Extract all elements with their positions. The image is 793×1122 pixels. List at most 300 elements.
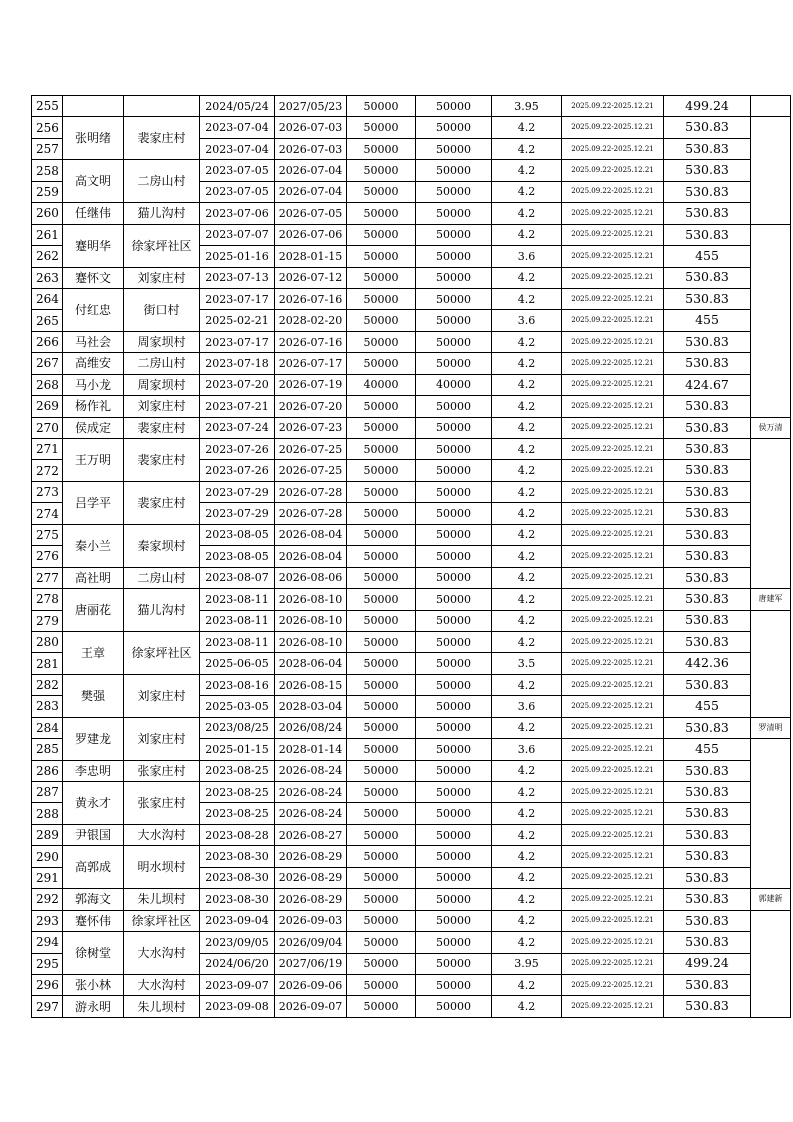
interest-amount-cell: 530.83 <box>664 396 751 417</box>
borrower-name-cell: 王万明 <box>63 439 124 482</box>
start-date-cell: 2023-07-04 <box>200 117 275 138</box>
village-cell: 明水坝村 <box>124 846 200 889</box>
loan-amount-cell: 50000 <box>347 203 416 224</box>
balance-amount-cell: 50000 <box>416 932 492 953</box>
balance-amount-cell: 50000 <box>416 246 492 267</box>
loan-amount-cell: 50000 <box>347 396 416 417</box>
borrower-name-cell: 马社会 <box>63 331 124 352</box>
row-number-cell: 291 <box>32 867 63 888</box>
borrower-name-cell: 蹇明华 <box>63 224 124 267</box>
end-date-cell: 2026-08-10 <box>275 610 347 631</box>
interest-amount-cell: 455 <box>664 246 751 267</box>
village-cell: 大水沟村 <box>124 932 200 975</box>
balance-amount-cell: 50000 <box>416 546 492 567</box>
interest-amount-cell: 530.83 <box>664 631 751 652</box>
loan-amount-cell: 50000 <box>347 824 416 845</box>
village-cell: 徐家坪社区 <box>124 224 200 267</box>
end-date-cell: 2026-07-23 <box>275 417 347 438</box>
start-date-cell: 2023-08-25 <box>200 782 275 803</box>
loan-amount-cell: 50000 <box>347 160 416 181</box>
note-cell: 侯万清 <box>751 417 791 438</box>
end-date-cell: 2026-07-12 <box>275 267 347 288</box>
row-number-cell: 259 <box>32 181 63 202</box>
interest-period-cell: 2025.09.22-2025.12.21 <box>562 96 664 117</box>
balance-amount-cell: 50000 <box>416 996 492 1017</box>
table-row <box>32 932 791 953</box>
end-date-cell: 2026-08-24 <box>275 803 347 824</box>
balance-amount-cell: 50000 <box>416 782 492 803</box>
start-date-cell: 2025-01-15 <box>200 739 275 760</box>
village-cell: 张家庄村 <box>124 760 200 781</box>
balance-amount-cell: 50000 <box>416 524 492 545</box>
loan-amount-cell: 50000 <box>347 867 416 888</box>
interest-rate-cell: 4.2 <box>492 396 562 417</box>
row-number-cell: 258 <box>32 160 63 181</box>
table-row <box>32 717 791 738</box>
balance-amount-cell: 50000 <box>416 824 492 845</box>
interest-rate-cell: 4.2 <box>492 674 562 695</box>
loan-amount-cell: 50000 <box>347 953 416 974</box>
row-number-cell: 270 <box>32 417 63 438</box>
start-date-cell: 2025-02-21 <box>200 310 275 331</box>
row-number-cell: 262 <box>32 246 63 267</box>
table-row <box>32 396 791 417</box>
row-number-cell: 268 <box>32 374 63 395</box>
interest-period-cell: 2025.09.22-2025.12.21 <box>562 760 664 781</box>
interest-period-cell: 2025.09.22-2025.12.21 <box>562 224 664 245</box>
borrower-name-cell: 马小龙 <box>63 374 124 395</box>
balance-amount-cell: 50000 <box>416 503 492 524</box>
table-row <box>32 481 791 502</box>
end-date-cell: 2026-07-25 <box>275 460 347 481</box>
balance-amount-cell: 50000 <box>416 653 492 674</box>
table-row <box>32 224 791 245</box>
loan-amount-cell: 50000 <box>347 610 416 631</box>
row-number-cell: 283 <box>32 696 63 717</box>
end-date-cell: 2026-08-10 <box>275 631 347 652</box>
village-cell: 裴家庄村 <box>124 117 200 160</box>
interest-rate-cell: 4.2 <box>492 567 562 588</box>
end-date-cell: 2026-08-29 <box>275 846 347 867</box>
row-number-cell: 289 <box>32 824 63 845</box>
end-date-cell: 2027/06/19 <box>275 953 347 974</box>
end-date-cell: 2026-07-04 <box>275 181 347 202</box>
borrower-name-cell: 付红忠 <box>63 288 124 331</box>
borrower-name-cell: 黄永才 <box>63 782 124 825</box>
row-number-cell: 263 <box>32 267 63 288</box>
table-row <box>32 160 791 181</box>
borrower-name-cell: 张明绪 <box>63 117 124 160</box>
borrower-name-cell: 高郭成 <box>63 846 124 889</box>
interest-amount-cell: 530.83 <box>664 674 751 695</box>
end-date-cell: 2026-07-16 <box>275 288 347 309</box>
village-cell: 裴家庄村 <box>124 439 200 482</box>
interest-rate-cell: 4.2 <box>492 331 562 352</box>
balance-amount-cell: 50000 <box>416 953 492 974</box>
interest-period-cell: 2025.09.22-2025.12.21 <box>562 267 664 288</box>
start-date-cell: 2023-07-17 <box>200 331 275 352</box>
interest-rate-cell: 4.2 <box>492 589 562 610</box>
interest-rate-cell: 4.2 <box>492 889 562 910</box>
interest-period-cell: 2025.09.22-2025.12.21 <box>562 717 664 738</box>
end-date-cell: 2026-09-07 <box>275 996 347 1017</box>
village-cell: 大水沟村 <box>124 974 200 995</box>
interest-rate-cell: 4.2 <box>492 503 562 524</box>
balance-amount-cell: 50000 <box>416 567 492 588</box>
end-date-cell: 2026-09-03 <box>275 910 347 931</box>
start-date-cell: 2023-08-30 <box>200 867 275 888</box>
loan-amount-cell: 50000 <box>347 589 416 610</box>
loan-amount-cell: 50000 <box>347 288 416 309</box>
row-number-cell: 294 <box>32 932 63 953</box>
row-number-cell: 271 <box>32 439 63 460</box>
end-date-cell: 2028-01-14 <box>275 739 347 760</box>
interest-rate-cell: 3.6 <box>492 739 562 760</box>
loan-amount-cell: 50000 <box>347 503 416 524</box>
interest-amount-cell: 530.83 <box>664 996 751 1017</box>
interest-period-cell: 2025.09.22-2025.12.21 <box>562 996 664 1017</box>
start-date-cell: 2023-08-11 <box>200 589 275 610</box>
interest-period-cell: 2025.09.22-2025.12.21 <box>562 353 664 374</box>
interest-rate-cell: 3.6 <box>492 310 562 331</box>
balance-amount-cell: 50000 <box>416 481 492 502</box>
loan-amount-cell: 50000 <box>347 974 416 995</box>
balance-amount-cell: 50000 <box>416 803 492 824</box>
table-body <box>32 96 791 1018</box>
interest-rate-cell: 4.2 <box>492 460 562 481</box>
row-number-cell: 297 <box>32 996 63 1017</box>
end-date-cell: 2026-08-04 <box>275 546 347 567</box>
end-date-cell: 2028-02-20 <box>275 310 347 331</box>
table-row <box>32 996 791 1017</box>
row-number-cell: 282 <box>32 674 63 695</box>
balance-amount-cell: 50000 <box>416 117 492 138</box>
table-row <box>32 782 791 803</box>
interest-period-cell: 2025.09.22-2025.12.21 <box>562 674 664 695</box>
loan-amount-cell: 50000 <box>347 331 416 352</box>
village-cell: 二房山村 <box>124 353 200 374</box>
interest-amount-cell: 530.83 <box>664 524 751 545</box>
end-date-cell: 2026-07-17 <box>275 353 347 374</box>
interest-amount-cell: 530.83 <box>664 546 751 567</box>
interest-period-cell: 2025.09.22-2025.12.21 <box>562 288 664 309</box>
balance-amount-cell: 50000 <box>416 739 492 760</box>
interest-rate-cell: 4.2 <box>492 803 562 824</box>
borrower-name-cell: 李忠明 <box>63 760 124 781</box>
end-date-cell: 2028-06-04 <box>275 653 347 674</box>
balance-amount-cell: 50000 <box>416 974 492 995</box>
end-date-cell: 2026-08-29 <box>275 867 347 888</box>
balance-amount-cell: 50000 <box>416 160 492 181</box>
start-date-cell: 2023/09/05 <box>200 932 275 953</box>
interest-period-cell: 2025.09.22-2025.12.21 <box>562 117 664 138</box>
end-date-cell: 2026-07-03 <box>275 117 347 138</box>
interest-period-cell: 2025.09.22-2025.12.21 <box>562 824 664 845</box>
interest-period-cell: 2025.09.22-2025.12.21 <box>562 589 664 610</box>
interest-period-cell: 2025.09.22-2025.12.21 <box>562 631 664 652</box>
interest-rate-cell: 4.2 <box>492 288 562 309</box>
loan-amount-cell: 50000 <box>347 803 416 824</box>
interest-period-cell: 2025.09.22-2025.12.21 <box>562 803 664 824</box>
note-cell <box>751 224 791 417</box>
interest-amount-cell: 455 <box>664 310 751 331</box>
village-cell: 大水沟村 <box>124 824 200 845</box>
interest-period-cell: 2025.09.22-2025.12.21 <box>562 932 664 953</box>
interest-amount-cell: 530.83 <box>664 460 751 481</box>
start-date-cell: 2023-08-25 <box>200 760 275 781</box>
interest-rate-cell: 3.95 <box>492 96 562 117</box>
interest-amount-cell: 530.83 <box>664 717 751 738</box>
loan-amount-cell: 50000 <box>347 739 416 760</box>
interest-rate-cell: 4.2 <box>492 932 562 953</box>
village-cell: 刘家庄村 <box>124 674 200 717</box>
interest-amount-cell: 530.83 <box>664 782 751 803</box>
village-cell: 周家坝村 <box>124 374 200 395</box>
row-number-cell: 269 <box>32 396 63 417</box>
interest-period-cell: 2025.09.22-2025.12.21 <box>562 953 664 974</box>
interest-amount-cell: 530.83 <box>664 824 751 845</box>
interest-period-cell: 2025.09.22-2025.12.21 <box>562 889 664 910</box>
borrower-name-cell: 高维安 <box>63 353 124 374</box>
start-date-cell: 2023-07-20 <box>200 374 275 395</box>
interest-rate-cell: 4.2 <box>492 610 562 631</box>
row-number-cell: 277 <box>32 567 63 588</box>
loan-amount-cell: 50000 <box>347 631 416 652</box>
village-cell: 朱儿坝村 <box>124 996 200 1017</box>
start-date-cell: 2023-07-05 <box>200 160 275 181</box>
balance-amount-cell: 50000 <box>416 417 492 438</box>
balance-amount-cell: 50000 <box>416 267 492 288</box>
loan-amount-cell: 50000 <box>347 760 416 781</box>
interest-amount-cell: 530.83 <box>664 288 751 309</box>
balance-amount-cell: 50000 <box>416 439 492 460</box>
village-cell: 二房山村 <box>124 567 200 588</box>
loan-amount-cell: 50000 <box>347 524 416 545</box>
borrower-name-cell: 张小林 <box>63 974 124 995</box>
village-cell: 猫儿沟村 <box>124 203 200 224</box>
loan-amount-cell: 50000 <box>347 353 416 374</box>
row-number-cell: 285 <box>32 739 63 760</box>
interest-period-cell: 2025.09.22-2025.12.21 <box>562 524 664 545</box>
note-cell: 郭建新 <box>751 889 791 910</box>
table-row <box>32 417 791 438</box>
interest-period-cell: 2025.09.22-2025.12.21 <box>562 696 664 717</box>
table-row <box>32 589 791 610</box>
loan-amount-cell: 50000 <box>347 246 416 267</box>
end-date-cell: 2026/09/04 <box>275 932 347 953</box>
interest-rate-cell: 3.5 <box>492 653 562 674</box>
borrower-name-cell: 樊强 <box>63 674 124 717</box>
balance-amount-cell: 50000 <box>416 589 492 610</box>
loan-amount-cell: 50000 <box>347 460 416 481</box>
borrower-name-cell <box>63 96 124 117</box>
interest-period-cell: 2025.09.22-2025.12.21 <box>562 138 664 159</box>
end-date-cell: 2026-08-29 <box>275 889 347 910</box>
village-cell: 裴家庄村 <box>124 481 200 524</box>
borrower-name-cell: 蹇怀伟 <box>63 910 124 931</box>
note-cell <box>751 739 791 889</box>
village-cell: 朱儿坝村 <box>124 889 200 910</box>
interest-period-cell: 2025.09.22-2025.12.21 <box>562 203 664 224</box>
interest-amount-cell: 530.83 <box>664 760 751 781</box>
village-cell: 徐家坪社区 <box>124 910 200 931</box>
row-number-cell: 279 <box>32 610 63 631</box>
start-date-cell: 2023/08/25 <box>200 717 275 738</box>
borrower-name-cell: 王章 <box>63 631 124 674</box>
loan-amount-cell: 50000 <box>347 653 416 674</box>
end-date-cell: 2026-07-04 <box>275 160 347 181</box>
end-date-cell: 2026-08-24 <box>275 782 347 803</box>
borrower-name-cell: 高文明 <box>63 160 124 203</box>
village-cell: 猫儿沟村 <box>124 589 200 632</box>
start-date-cell: 2023-07-18 <box>200 353 275 374</box>
interest-period-cell: 2025.09.22-2025.12.21 <box>562 246 664 267</box>
interest-amount-cell: 530.83 <box>664 224 751 245</box>
interest-amount-cell: 530.83 <box>664 417 751 438</box>
village-cell <box>124 96 200 117</box>
balance-amount-cell: 50000 <box>416 610 492 631</box>
interest-amount-cell: 530.83 <box>664 974 751 995</box>
interest-amount-cell: 499.24 <box>664 953 751 974</box>
interest-rate-cell: 4.2 <box>492 782 562 803</box>
interest-period-cell: 2025.09.22-2025.12.21 <box>562 439 664 460</box>
interest-period-cell: 2025.09.22-2025.12.21 <box>562 417 664 438</box>
row-number-cell: 257 <box>32 138 63 159</box>
interest-period-cell: 2025.09.22-2025.12.21 <box>562 503 664 524</box>
start-date-cell: 2024/05/24 <box>200 96 275 117</box>
table-row <box>32 96 791 117</box>
table-row <box>32 331 791 352</box>
end-date-cell: 2028-03-04 <box>275 696 347 717</box>
interest-amount-cell: 530.83 <box>664 481 751 502</box>
end-date-cell: 2026-07-06 <box>275 224 347 245</box>
interest-amount-cell: 530.83 <box>664 867 751 888</box>
start-date-cell: 2023-07-26 <box>200 439 275 460</box>
end-date-cell: 2026/08/24 <box>275 717 347 738</box>
row-number-cell: 265 <box>32 310 63 331</box>
row-number-cell: 295 <box>32 953 63 974</box>
balance-amount-cell: 50000 <box>416 889 492 910</box>
interest-rate-cell: 3.6 <box>492 696 562 717</box>
interest-period-cell: 2025.09.22-2025.12.21 <box>562 181 664 202</box>
end-date-cell: 2026-07-28 <box>275 503 347 524</box>
interest-rate-cell: 3.95 <box>492 953 562 974</box>
interest-rate-cell: 4.2 <box>492 417 562 438</box>
loan-amount-cell: 50000 <box>347 181 416 202</box>
village-cell: 二房山村 <box>124 160 200 203</box>
row-number-cell: 264 <box>32 288 63 309</box>
interest-period-cell: 2025.09.22-2025.12.21 <box>562 160 664 181</box>
interest-amount-cell: 530.83 <box>664 267 751 288</box>
row-number-cell: 274 <box>32 503 63 524</box>
balance-amount-cell: 50000 <box>416 910 492 931</box>
interest-rate-cell: 4.2 <box>492 267 562 288</box>
loan-amount-cell: 50000 <box>347 674 416 695</box>
balance-amount-cell: 50000 <box>416 288 492 309</box>
table-row <box>32 117 791 138</box>
start-date-cell: 2025-06-05 <box>200 653 275 674</box>
interest-period-cell: 2025.09.22-2025.12.21 <box>562 739 664 760</box>
interest-period-cell: 2025.09.22-2025.12.21 <box>562 310 664 331</box>
loan-amount-cell: 50000 <box>347 996 416 1017</box>
interest-rate-cell: 4.2 <box>492 824 562 845</box>
interest-amount-cell: 530.83 <box>664 589 751 610</box>
borrower-name-cell: 任继伟 <box>63 203 124 224</box>
interest-rate-cell: 4.2 <box>492 439 562 460</box>
loan-amount-cell: 50000 <box>347 481 416 502</box>
balance-amount-cell: 50000 <box>416 760 492 781</box>
table-row <box>32 824 791 845</box>
interest-amount-cell: 530.83 <box>664 910 751 931</box>
note-cell: 唐建军 <box>751 589 791 610</box>
end-date-cell: 2026-07-25 <box>275 439 347 460</box>
interest-rate-cell: 4.2 <box>492 910 562 931</box>
row-number-cell: 288 <box>32 803 63 824</box>
end-date-cell: 2026-08-04 <box>275 524 347 545</box>
interest-rate-cell: 4.2 <box>492 160 562 181</box>
start-date-cell: 2023-09-08 <box>200 996 275 1017</box>
borrower-name-cell: 尹银国 <box>63 824 124 845</box>
start-date-cell: 2023-07-17 <box>200 288 275 309</box>
balance-amount-cell: 50000 <box>416 867 492 888</box>
borrower-name-cell: 唐丽花 <box>63 589 124 632</box>
interest-amount-cell: 530.83 <box>664 439 751 460</box>
end-date-cell: 2026-07-19 <box>275 374 347 395</box>
row-number-cell: 273 <box>32 481 63 502</box>
interest-rate-cell: 4.2 <box>492 631 562 652</box>
village-cell: 刘家庄村 <box>124 717 200 760</box>
interest-amount-cell: 424.67 <box>664 374 751 395</box>
interest-rate-cell: 4.2 <box>492 546 562 567</box>
row-number-cell: 293 <box>32 910 63 931</box>
loan-amount-cell: 50000 <box>347 267 416 288</box>
interest-amount-cell: 530.83 <box>664 932 751 953</box>
interest-amount-cell: 530.83 <box>664 331 751 352</box>
row-number-cell: 290 <box>32 846 63 867</box>
table-row <box>32 760 791 781</box>
row-number-cell: 266 <box>32 331 63 352</box>
end-date-cell: 2026-08-10 <box>275 589 347 610</box>
table-row <box>32 439 791 460</box>
row-number-cell: 296 <box>32 974 63 995</box>
interest-rate-cell: 4.2 <box>492 224 562 245</box>
start-date-cell: 2023-07-21 <box>200 396 275 417</box>
borrower-name-cell: 高社明 <box>63 567 124 588</box>
note-cell <box>751 610 791 717</box>
table-row <box>32 353 791 374</box>
table-row <box>32 974 791 995</box>
balance-amount-cell: 50000 <box>416 717 492 738</box>
loan-amount-cell: 50000 <box>347 567 416 588</box>
village-cell: 周家坝村 <box>124 331 200 352</box>
interest-amount-cell: 455 <box>664 696 751 717</box>
start-date-cell: 2023-08-28 <box>200 824 275 845</box>
row-number-cell: 256 <box>32 117 63 138</box>
interest-rate-cell: 4.2 <box>492 867 562 888</box>
interest-period-cell: 2025.09.22-2025.12.21 <box>562 910 664 931</box>
interest-amount-cell: 455 <box>664 739 751 760</box>
start-date-cell: 2023-07-06 <box>200 203 275 224</box>
loan-amount-cell: 50000 <box>347 138 416 159</box>
start-date-cell: 2023-07-13 <box>200 267 275 288</box>
note-cell <box>751 117 791 224</box>
balance-amount-cell: 50000 <box>416 674 492 695</box>
start-date-cell: 2024/06/20 <box>200 953 275 974</box>
interest-rate-cell: 4.2 <box>492 846 562 867</box>
start-date-cell: 2023-09-07 <box>200 974 275 995</box>
interest-period-cell: 2025.09.22-2025.12.21 <box>562 481 664 502</box>
loan-amount-cell: 50000 <box>347 932 416 953</box>
